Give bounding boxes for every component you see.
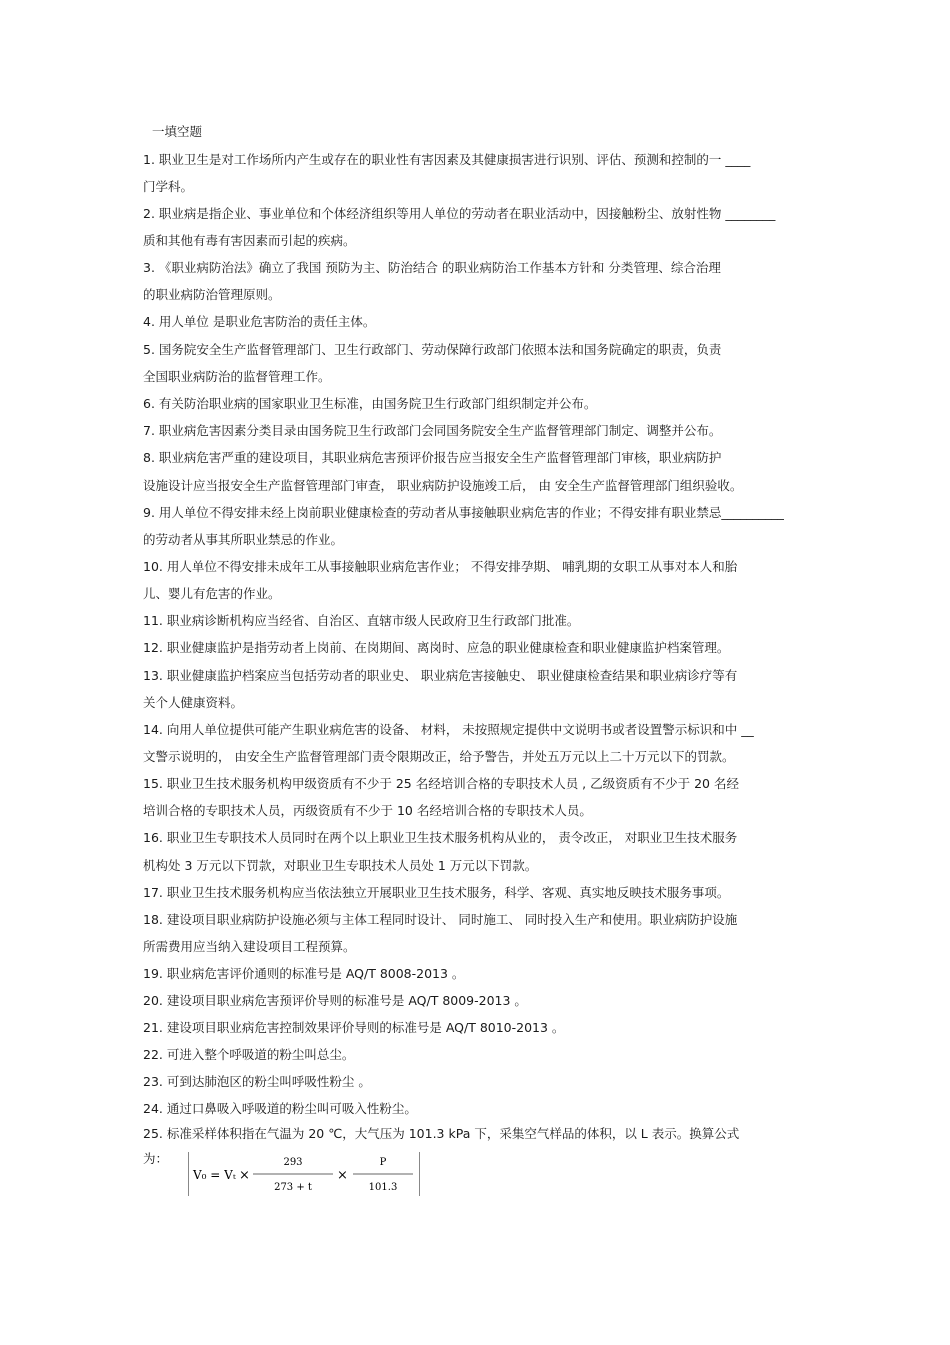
text-line-33: 21. 建设项目职业病危害控制效果评价导则的标准号是 AQ/T 8010-2013 。 xyxy=(143,1020,565,1035)
text-line-6: 的职业病防治管理原则。 xyxy=(143,287,281,302)
text-line-36: 24. 通过口鼻吸入呼吸道的粉尘叫可吸入性粉尘。 xyxy=(143,1101,417,1116)
text-line-30: 所需费用应当纳入建设项目工程预算。 xyxy=(143,939,356,954)
formula-lhs: V₀ = Vₜ xyxy=(193,1168,236,1182)
text-line-26: 16. 职业卫生专职技术人员同时在两个以上职业卫生技术服务机构从业的， 责令改正， 对职业卫生技术服务 xyxy=(143,830,738,845)
text-line-29: 18. 建设项目职业病防护设施必须与主体工程同时设计、 同时施工、 同时投入生产和使用。职业病防护设施 xyxy=(143,912,738,927)
text-line-18: 11. 职业病诊断机构应当经省、自治区、直辖市级人民政府卫生行政部门批准。 xyxy=(143,613,580,628)
text-line-21: 关个人健康资料。 xyxy=(143,695,244,710)
text-line-15: 的劳动者从事其所职业禁忌的作业。 xyxy=(143,532,344,547)
text-line-7: 4. 用人单位 是职业危害防治的责任主体。 xyxy=(143,314,376,329)
text-line-25: 培训合格的专职技术人员，丙级资质有不少于 10 名经培训合格的专职技术人员。 xyxy=(143,803,592,818)
text-line-12: 8. 职业病危害严重的建设项目，其职业病危害预评价报告应当报安全生产监督管理部门审核，职业病防护 xyxy=(143,450,722,465)
section-title: 一填空题 xyxy=(152,124,203,139)
text-line-8: 5. 国务院安全生产监督管理部门、卫生行政部门、劳动保障行政部门依照本法和国务院确定的职责，负责 xyxy=(143,342,722,357)
text-line-22: 14. 向用人单位提供可能产生职业病危害的设备、 材料， 未按照规定提供中文说明书或者设置警示标识和中 __ xyxy=(143,722,754,737)
text-line-10: 6. 有关防治职业病的国家职业卫生标准，由国务院卫生行政部门组织制定并公布。 xyxy=(143,396,597,411)
text-line-9: 全国职业病防治的监督管理工作。 xyxy=(143,369,331,384)
formula-denominator-1: 273 + t xyxy=(274,1182,312,1193)
text-line-23: 文警示说明的， 由安全生产监督管理部门责令限期改正，给予警告，并处五万元以上二十万元以下的罚款。 xyxy=(143,749,735,764)
text-line-35: 23. 可到达肺泡区的粉尘叫呼吸性粉尘 。 xyxy=(143,1074,371,1089)
text-line-3: 2. 职业病是指企业、事业单位和个体经济组织等用人单位的劳动者在职业活动中，因接触粉尘、放射性物 ________ xyxy=(143,206,776,221)
text-line-34: 22. 可进入整个呼吸道的粉尘叫总尘。 xyxy=(143,1047,355,1062)
text-line-1: 1. 职业卫生是对工作场所内产生或存在的职业性有害因素及其健康损害进行识别、评估、预测和控制的一 ____ xyxy=(143,152,751,167)
text-line-38: 为： xyxy=(143,1151,169,1166)
text-line-17: 儿、婴儿有危害的作业。 xyxy=(143,586,281,601)
text-line-5: 3. 《职业病防治法》确立了我国 预防为主、防治结合 的职业病防治工作基本方针和 分类管理、综合治理 xyxy=(143,260,721,275)
text-line-24: 15. 职业卫生技术服务机构甲级资质有不少于 25 名经培训合格的专职技术人员 , 乙级资质有不少于 20 名经 xyxy=(143,776,739,791)
text-line-16: 10. 用人单位不得安排未成年工从事接触职业病危害作业； 不得安排孕期、 哺乳期的女职工从事对本人和胎 xyxy=(143,559,738,574)
volume-conversion-formula xyxy=(188,1152,420,1196)
formula-denominator-2: 101.3 xyxy=(368,1182,398,1193)
text-line-11: 7. 职业病危害因素分类目录由国务院卫生行政部门会同国务院安全生产监督管理部门制定、调整并公布。 xyxy=(143,423,722,438)
formula-times-2: × xyxy=(337,1168,348,1183)
text-line-32: 20. 建设项目职业病危害预评价导则的标准号是 AQ/T 8009-2013 。 xyxy=(143,993,527,1008)
text-line-13: 设施设计应当报安全生产监督管理部门审查， 职业病防护设施竣工后， 由 安全生产监督管理部门组织验收。 xyxy=(143,478,743,493)
text-line-27: 机构处 3 万元以下罚款，对职业卫生专职技术人员处 1 万元以下罚款。 xyxy=(143,858,538,873)
formula-numerator-1: 293 xyxy=(283,1157,303,1168)
text-line-31: 19. 职业病危害评价通则的标准号是 AQ/T 8008-2013 。 xyxy=(143,966,465,981)
text-line-2: 门学科。 xyxy=(143,179,194,194)
text-line-19: 12. 职业健康监护是指劳动者上岗前、在岗期间、离岗时、应急的职业健康检查和职业健康监护档案管理。 xyxy=(143,640,730,655)
text-line-28: 17. 职业卫生技术服务机构应当依法独立开展职业卫生技术服务，科学、客观、真实地反映技术服务事项。 xyxy=(143,885,730,900)
formula-numerator-2: P xyxy=(379,1157,387,1168)
text-line-20: 13. 职业健康监护档案应当包括劳动者的职业史、 职业病危害接触史、 职业健康检查结果和职业病诊疗等有 xyxy=(143,668,738,683)
text-line-37: 25. 标准采样体积指在气温为 20 ℃，大气压为 101.3 kPa 下，采集空气样品的体积，以 L 表示。换算公式 xyxy=(143,1126,740,1141)
text-line-14: 9. 用人单位不得安排未经上岗前职业健康检查的劳动者从事接触职业病危害的作业；不得安排有职业禁忌__________ xyxy=(143,505,784,520)
text-line-4: 质和其他有毒有害因素而引起的疾病。 xyxy=(143,233,356,248)
formula-times-1: × xyxy=(239,1168,250,1183)
